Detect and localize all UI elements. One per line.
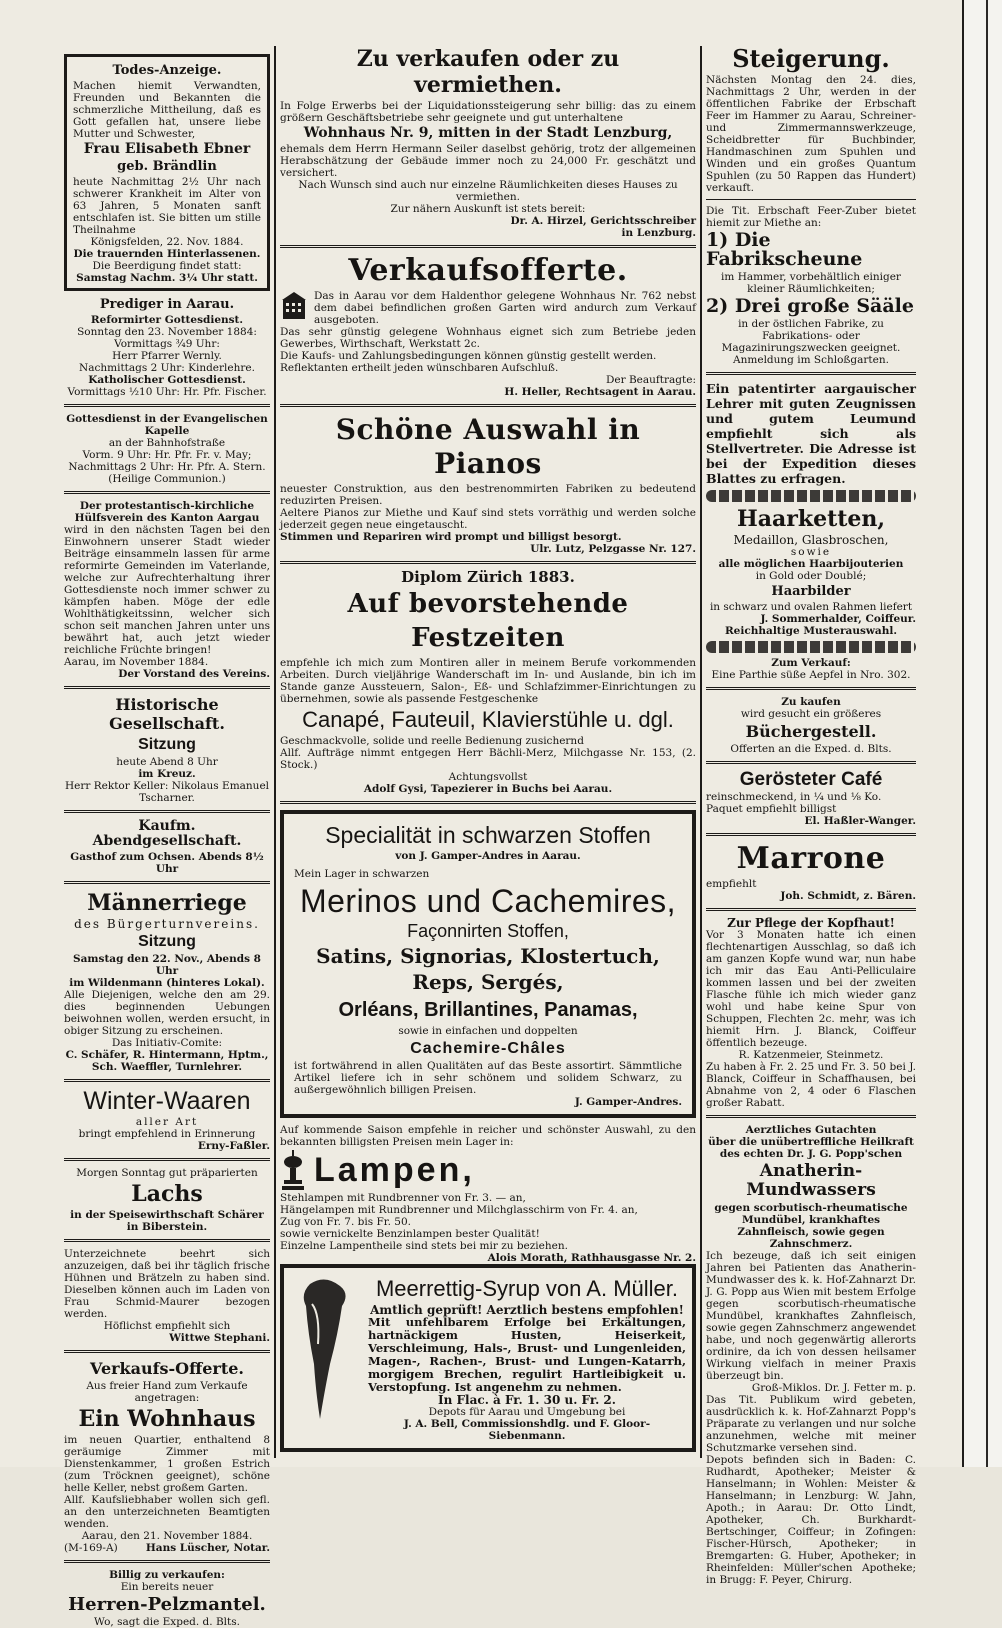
bakery-text: Unterzeichnete beehrt sich anzuzeigen, daß bei ihr täglich frische Hühnen und Brätzeln zu haben sind. Dieselben können auch im Laden von Frau Schmid-Maurer bezogen werden. [64,1248,270,1320]
divider [706,908,916,911]
apples-ad [706,657,916,681]
hair-l1: Medaillon, Glasbroschen, [733,533,889,547]
chapel-l2: Vorm. 9 Uhr: Hr. Pfr. Fr. v. May; [82,449,252,461]
chapel-title: Gottesdienst in der Evangelischen Kapelle [66,413,268,437]
syrup-ad [280,1264,696,1452]
divider [64,881,270,884]
hair-sign: J. Sommerhalder, Coiffeur. [760,613,916,625]
chapel-l1: an der Bahnhofstraße [108,437,226,449]
chain-border-top [706,490,916,502]
fabrics-sign: J. Gamper-Andres. [574,1096,682,1108]
chain-border-bottom [706,641,916,653]
mens-club-date: Samstag den 22. Nov., Abends 8 Uhr [73,953,261,977]
auction-text5: Anmeldung im Schloßgarten. [733,354,889,366]
divider [64,686,270,689]
column-middle [280,44,696,1467]
syrup-price: In Flac. à Fr. 1. 30 u. Fr. 2. [438,1393,616,1407]
upholsterer-text3: Allf. Aufträge nimmt entgegen Herr Bächli-Merz, Milchgasse Nr. 153, (2. Stock.) [280,747,696,771]
syrup-depots: Depots für Aarau und Umgebung bei [428,1406,626,1418]
house-sale-sign: Hans Lüscher, Notar. [145,1542,270,1554]
divider [64,1158,270,1161]
diploma-title: Diplom Zürich 1883. [401,568,575,586]
coffee-text: reinschmeckend, in ¼ und ⅛ Ko. Paquet empfiehlt billigst [706,791,882,815]
mouthwash-sub: über die unübertreffliche Heilkraft des echten Dr. J. G. Popp'schen [708,1136,914,1160]
scalp-title: Zur Pflege der Kopfhaut! [727,916,895,930]
chestnut-text: empfiehlt [706,878,757,890]
divider [706,199,916,200]
death-notice-sign: Die trauernden Hinterlassenen. [73,248,261,260]
pianos-text2: Aeltere Pianos zur Miethe und Kauf sind stets vorräthig und werden solche jederzeit gegen neue eingetauscht. [280,507,696,531]
mens-club-text: Alle Diejenigen, welche den am 29. dies beginnenden Uebungen beiwohnen wollen, werden ersucht, in obiger Sitzung zu erscheinen. [64,989,270,1037]
upholsterer-polite: Achtungsvollst [448,771,528,783]
salmon-title: Lachs [131,1181,203,1207]
hair-l4: in Gold oder Doublé; [755,570,867,582]
chapel-l3: Nachmittags 2 Uhr: Hr. Pfr. A. Stern. [68,461,266,473]
house-sale-text2: im neuen Quartier, enthaltend 8 geräumige Zimmer mit Dienstenkammer, 1 großen Estrich (zum Tröcknen geeignet), schöne helle Keller, nebst großem Garten. [64,1434,270,1494]
page-edge [962,0,1002,1467]
historical-place: im Kreuz. [138,768,196,780]
coffee-sign: El. Haßler-Wanger. [804,815,916,827]
reformed-service: Reformirter Gottesdienst. [90,314,244,326]
death-notice-heading: Todes-Anzeige. [112,63,222,78]
apples-text: Eine Parthie süße Aepfel in Nro. 302. [711,669,911,681]
mens-club-place: im Wildenmann (hinteres Lokal). [69,977,265,989]
lamps-ad [280,1124,696,1264]
horseradish-illustration [290,1274,360,1424]
syrup-text: Mit unfehlbarem Erfolge bei Erkältungen, hartnäckigem Husten, Heiserkeit, Verschleimung, Hals-, Brust- und Lungenleiden, Magen-, Rachen-, Brust- und Lungen-Katarrh, morgigem Brechen, regulirt Hartleibigkeit u. Verstopfung. Ist angenehm zu nehmen. [368,1315,686,1394]
aid-society-title: Der protestantisch-kirchliche Hülfsverein des Kanton Aargau [74,500,260,524]
house-sale-text: Aus freier Hand zum Verkaufe angetragen: [86,1380,248,1404]
service-date: Sonntag den 23. November 1884: [77,326,257,338]
aid-society-text: wird in den nächsten Tagen bei den Einwohnern unserer Stadt wieder Beiträge einsammeln lassen für arme reformirte Gemeinden im Vaterlande, welche zur Aufrechterhaltung ihrer Gottesdienste noch immer schwer zu kämpfen haben. Möge der edle Wohlthätigkeitssinn, welcher sich schon seit manchen Jahren unter uns bewährt hat, auch jetzt wieder reichliche Früchte bringen! [64,524,270,656]
fur-coat-text: Wo, sagt die Exped. d. Blts. [94,1616,240,1628]
pianos-title: Schöne Auswahl in Pianos [335,413,641,480]
deceased-name: Frau Elisabeth Ebner [83,141,251,157]
lamps-l2: Hängelampen mit Rundbrenner und Milchglasschirm von Fr. 4. an, [280,1204,638,1216]
auction-big2: 2) Drei große Sääle [706,295,914,317]
winter-text: bringt empfehlend in Erinnerung [78,1128,256,1140]
burial-text: Die Beerdigung findet statt: [92,260,242,272]
sale-offer-body [280,290,696,326]
mens-club-sub: des Bürgerturnvereins. [74,917,260,931]
fur-coat-intro: Billig zu verkaufen: [109,1569,225,1581]
divider [706,372,916,375]
bakery-sign: Wittwe Stephani. [169,1332,270,1344]
auction-text3: im Hammer, vorbehältlich einiger kleiner Räumlichkeiten; [721,271,901,295]
mouthwash-depots: Depots befinden sich in Baden: C. Rudhardt, Apotheker; Meister & Hanselmann; in Wohlen: Meister & Hanselmann; in Lenzburg: W. Jahn, Apoth.; in Aarau: Dr. Otto Lindt, Apotheker, Ch. Burkhardt-Bertschinger, Coiffeur; in Zofingen: Fischer-Hürsch, Apotheker; in Bremgarten: G. Huber, Apotheker; in Rheinfelden: Müller'schen Apotheke; in Brugg: F. Peyer, Chirurg. [706,1454,916,1586]
auction-text2: Die Tit. Erbschaft Feer-Zuber bietet hiemit zur Miethe an: [706,205,916,229]
merchants-society [64,819,270,875]
pianos-text: neuester Construktion, aus den bestrenommirten Fabriken zu bedeutend reduzirten Preisen. [280,483,696,507]
lamps-sign: Alois Morath, Rathhausgasse Nr. 2. [487,1252,696,1264]
mouthwash-text: Ich bezeuge, daß ich seit einigen Jahren bei Patienten das Anatherin-Mundwasser des k. k. Hof-Zahnarzt Dr. J. G. Popp aus Wien mit bestem Erfolge gegen scorbutisch-rheumatische Mundübel, krankhaftes Zahnfleisch, sowie gegen Zahnschmerz angewendet habe, und noch gegenwärtig allerorts ordinire, da ich von dessen heilsamer Wirkung vielfach in meiner Praxis überzeugt bin. [706,1250,916,1382]
sell-or-rent-ad [280,46,696,239]
house-sale-title: Verkaufs-Offerte. [90,1359,244,1378]
divider [706,687,916,690]
bakery-polite: Höflichst empfiehlt sich [103,1320,231,1332]
divider [64,1350,270,1353]
mens-gym-club [64,890,270,1073]
fabrics-l1: Façonnirten Stoffen, [407,921,569,941]
scalp-sign: R. Katzenmeier, Steinmetz. [738,1049,884,1061]
black-fabrics-ad [280,810,696,1118]
lamps-l4: sowie vernickelte Benzinlampen bester Qualität! [280,1228,540,1240]
preachers-title: Prediger in Aarau. [99,297,235,312]
bookshelf-title: Büchergestell. [745,722,877,741]
mouthwash-big: Anatherin-Mundwassers [746,1161,876,1200]
apples-title: Zum Verkauf: [771,657,851,669]
auction-title: Steigerung. [732,44,890,73]
salmon-intro: Morgen Sonntag gut präparierten [76,1167,258,1179]
death-notice [64,54,270,291]
bookshelf-intro: Zu kaufen [781,696,841,708]
pianos-ad [280,413,696,555]
chestnut-title: Marrone [736,841,886,876]
auction-text: Nächsten Montag den 24. dies, Nachmittags 2 Uhr, werden in der öffentlichen Fabrike der Erbschaft Feer im Hammer zu Aarau, Schreiner- und Zimmermannswerkzeuge, Scheidbretter für Buchbinder, Handmaschinen zum Spuhlen und Winden und ein großes Quantum Spuhlen (zu 50 Rappen das Hundert) verkauft. [706,74,916,194]
bookshelf-ad [706,696,916,755]
divider [64,404,270,407]
divider [64,810,270,813]
hair-sub: Reichhaltige Musterauswahl. [724,625,898,637]
house-sale-footer [64,1542,270,1554]
fabrics-text: ist fortwährend in allen Qualitäten auf das Beste assortirt. Sämmtliche Artikel liefere ich in sehr schönem und solidem Schwarz, zu außergewöhnlich billigen Preisen. [294,1060,682,1096]
scalp-text2: Zu haben à Fr. 2. 25 und Fr. 3. 50 bei J. Blanck, Coiffeur in Schaffhausen, bei Abnahme von 2, 4 oder 6 Flaschen großer Rabatt. [706,1061,916,1109]
divider [706,1115,916,1118]
fabrics-big: Merinos und Cachemires, [299,883,677,919]
death-notice-text2: heute Nachmittag 2½ Uhr nach schwerer Krankheit im Alter von 63 Jahren, 5 Monaten sanft entschlafen ist. Sie bitten um stille Theilnahme [73,176,261,236]
service-l4: Vormittags ½10 Uhr: Hr. Pfr. Fischer. [67,386,267,398]
pianos-text3: Stimmen und Repariren wird prompt und billigst besorgt. [280,531,622,543]
teacher-notice: Ein patentirter aargauischer Lehrer mit guten Zeugnissen und gutem Leumund empfiehlt sich als Stellvertreter. Die Adresse ist bei der Expedition dieses Blattes zu erfragen. [706,381,916,486]
mens-club-names: C. Schäfer, R. Hintermann, Hptm., Sch. Waeffler, Turnlehrer. [65,1049,269,1073]
fabrics-title: Specialität in schwarzen Stoffen [325,822,651,848]
sale-offer-beauftr: Der Beauftragte: [605,374,696,386]
lamp-icon [280,1148,306,1192]
chestnut-sign: Joh. Schmidt, z. Bären. [780,890,916,902]
syrup-sub: Amtlich geprüft! Aerztlich bestens empfohlen! [370,1303,684,1317]
mens-club-title: Männerriege [87,890,247,916]
sale-offer-text2: Das sehr günstig gelegene Wohnhaus eignet sich zum Betriebe jeden Gewerbes, Wirthschaft, Werkstatt 2c. [280,326,696,350]
scalp-text: Vor 3 Monaten hatte ich einen flechtenartigen Ausschlag, so daß ich am ganzen Kopfe wund war, nun habe ich mir das Eau Anti-Pelliculaire kommen lassen und bei der zweiten Flasche fühle ich mich wieder ganz wohl und habe keine Spur von Schuppen, Flechten 2c. mehr, was ich hiemit Hrn. J. Blanck, Coiffeur öffentlich bezeuge. [706,929,916,1049]
sale-offer-text: Das in Aarau vor dem Haldenthor gelegene Wohnhaus Nr. 762 nebst dem dabei befindlichen großen Garten wird andurch zum Verkauf ausgeboten. [314,290,696,326]
service-l3: Nachmittags 2 Uhr: Kinderlehre. [79,362,255,374]
sell-rent-sign2: in Lenzburg. [621,227,696,239]
divider [64,1560,270,1563]
aid-society-sign: Der Vorstand des Vereins. [118,668,270,680]
fur-coat-sub: Ein bereits neuer [120,1581,214,1593]
lamps-l1: Stehlampen mit Rundbrenner von Fr. 3. — an, [280,1192,526,1204]
chapel-l4: (Heilige Communion.) [108,473,226,485]
fabrics-l4: sowie in einfachen und doppelten [398,1025,578,1037]
lamps-title: Lampen, [314,1151,475,1189]
house-sale-text3: Allf. Kaufsliebhaber wollen sich gefl. an den unterzeichneten Beamtigten wenden. [64,1494,270,1530]
winter-title: Winter-Waaren [83,1087,251,1115]
service-l1: Vormittags ¾9 Uhr: [114,338,220,350]
sale-offer-title: Verkaufsofferte. [348,253,628,288]
divider [280,801,696,804]
column-rule-right [700,46,702,1458]
hair-l2: sowie [790,546,832,558]
mouthwash-sign: Groß-Miklos. Dr. J. Fetter m. p. [751,1382,916,1394]
upholsterer-text2: Geschmackvolle, solide und reelle Bedienung zusichernd [280,735,584,747]
sale-offer [280,254,696,398]
auction-big1: 1) Die Fabrikscheune [706,229,863,270]
coffee-ad [706,770,916,827]
syrup-sign: J. A. Bell, Commissionshdlg. und F. Gloor-Siebenmann. [403,1418,651,1442]
hair-l5: Haarbilder [771,584,851,599]
sell-rent-bold: Wohnhaus Nr. 9, mitten in der Stadt Lenzburg, [303,125,673,141]
sell-rent-text4: Zur nähern Auskunft ist stets bereit: [390,203,586,215]
catholic-service: Katholischer Gottesdienst. [88,374,246,386]
merchants-line: Gasthof zum Ochsen. Abends 8½ Uhr [70,851,264,875]
house-sale-ref: (M-169-A) [64,1542,118,1554]
fur-coat-title: Herren-Pelzmantel. [68,1594,266,1615]
lamps-l5: Einzelne Lampentheile sind stets bei mir zu beziehen. [280,1240,568,1252]
furniture-items: Canapé, Fauteuil, Klavierstühle u. dgl. [302,707,674,732]
hair-jewelry-ad [706,506,916,637]
fur-coat-ad [64,1569,270,1628]
sale-offer-sign: H. Heller, Rechtsagent in Aarau. [504,386,696,398]
column-rule-left [274,46,276,1458]
upholsterer-text: empfehle ich mich zum Montiren aller in meinem Berufe vorkommenden Arbeiten. Durch vieljährige Wanderschaft im In- und Auslande, bin ich im Stande ganze Aussteuern, Salon-, Eß- und Schlafzimmer-Einrichtungen zu übernehmen, sowie als passende Festgeschenke [280,657,696,705]
historical-title: Historische Gesellschaft. [109,695,225,733]
salmon-text: in der Speisewirthschaft Schärer in Biberstein. [70,1209,264,1233]
hair-l3: alle möglichen Haarbijouterien [718,558,904,570]
sell-rent-title: Zu verkaufen oder zu vermiethen. [356,46,620,98]
upholsterer-sign: Adolf Gysi, Tapezierer in Buchs bei Aarau. [363,783,613,795]
historical-speaker: Herr Rektor Keller: Nikolaus Emanuel Tscharner. [64,780,270,804]
divider [280,245,696,248]
upholsterer-ad [280,570,696,795]
sell-rent-text2: ehemals dem Herrn Hermann Seiler daselbst gehörig, trotz der allgemeinen Herabschätzung der Gebäude immer noch zu 24,000 Fr. geschätzt und versichert. [280,143,696,179]
winter-sign: Erny-Faßler. [197,1140,270,1152]
death-notice-place: Königsfelden, 22. Nov. 1884. [90,236,244,248]
merchants-title: Kaufm. Abendgesellschaft. [92,818,242,849]
column-right [706,44,916,1586]
historical-session: Sitzung [138,736,196,753]
bookshelf-text2: Offerten an die Exped. d. Blts. [730,743,892,755]
historical-time: heute Abend 8 Uhr [116,756,218,768]
sell-rent-sign: Dr. A. Hirzel, Gerichtsschreiber [510,215,696,227]
edge-line [986,0,988,1467]
aid-society-notice [64,500,270,680]
fabrics-l2: Satins, Signorias, Klostertuch, Reps, Sergés, [316,944,660,994]
bookshelf-text: wird gesucht ein größeres [740,708,882,720]
fabrics-l5: Cachemire-Châles [410,1040,566,1057]
sale-offer-text4: Reflektanten ertheilt jeden wünschbaren Aufschluß. [280,362,559,374]
divider [280,561,696,564]
mouthwash-ad [706,1124,916,1586]
winter-goods-ad [64,1088,270,1152]
historical-society [64,695,270,804]
sell-rent-text3: Nach Wunsch sind auch nur einzelne Räumlichkeiten dieses Hauses zu vermiethen. [298,179,678,203]
coffee-title: Gerösteter Café [739,769,883,790]
divider [280,404,696,407]
house-icon [280,290,308,320]
column-left [64,44,270,1628]
house-sale-big: Ein Wohnhaus [78,1406,256,1432]
mouthwash-text2: Das Tit. Publikum wird gebeten, ausdrücklich k. k. Hof-Zahnarzt Popp's Präparate zu verlangen und nur solche anzunehmen, welche mit meiner Schutzmarke versehen sind. [706,1394,916,1454]
auction-text4: in der östlichen Fabrike, zu Fabrikations- oder Magazinirungszwecken geeignet. [721,318,901,354]
syrup-title: Meerrettig-Syrup von A. Müller. [375,1276,678,1301]
house-sale-place: Aarau, den 21. November 1884. [81,1530,253,1542]
mens-club-session: Sitzung [138,933,196,950]
hair-l6: in schwarz und ovalen Rahmen liefert [709,601,913,613]
house-sale-offer [64,1359,270,1554]
fabrics-intro: Mein Lager in schwarzen [294,868,430,880]
aid-society-place: Aarau, im November 1884. [64,656,209,668]
auction-notice [706,46,916,366]
death-notice-text: Machen hiemit Verwandten, Freunden und Bekannten die schmerzliche Mittheilung, daß es Gott gefallen hat, unsere liebe Mutter und Schwester, [73,80,261,140]
fabrics-by: von J. Gamper-Andres in Aarau. [395,850,581,862]
service-l2: Herr Pfarrer Wernly. [112,350,222,362]
sell-rent-text: In Folge Erwerbs bei der Liquidationssteigerung sehr billig: das zu einem größern Geschäftsbetriebe sehr geeignete und gut unterhaltene [280,100,696,124]
burial-time: Samstag Nachm. 3¼ Uhr statt. [76,272,258,284]
bakery-ad [64,1248,270,1344]
scalp-care-ad [706,917,916,1109]
mouthwash-title: Aerztliches Gutachten [745,1124,877,1136]
deceased-birthname: geb. Brändlin [117,159,217,174]
lamps-header [280,1148,696,1192]
festive-title: Auf bevorstehende Festzeiten [347,589,629,653]
mouthwash-sub2: gegen scorbutisch-rheumatische Mundübel, krankhaftes Zahnfleisch, sowie gegen Zahnschmerz. [714,1202,908,1250]
divider [706,761,916,764]
chestnut-ad [706,842,916,902]
sale-offer-text3: Die Kaufs- und Zahlungsbedingungen können günstig gestellt werden. [280,350,657,362]
divider [64,1079,270,1082]
pianos-sign: Ulr. Lutz, Pelzgasse Nr. 127. [530,543,696,555]
divider [64,491,270,494]
chapel-notice [64,413,270,485]
lamps-l3: Zug von Fr. 7. bis Fr. 50. [280,1216,411,1228]
winter-sub: aller Art [135,1116,199,1128]
fabrics-l3: Orléans, Brillantines, Panamas, [338,999,638,1021]
hair-title: Haarketten, [736,506,886,532]
preachers-notice [64,297,270,398]
salmon-ad [64,1167,270,1233]
lamps-text: Auf kommende Saison empfehle in reicher und schönster Auswahl, zu den bekannten billigsten Preisen mein Lager in: [280,1124,696,1148]
divider [706,833,916,836]
divider [64,1239,270,1242]
mens-club-committee: Das Initiativ-Comite: [111,1037,223,1049]
